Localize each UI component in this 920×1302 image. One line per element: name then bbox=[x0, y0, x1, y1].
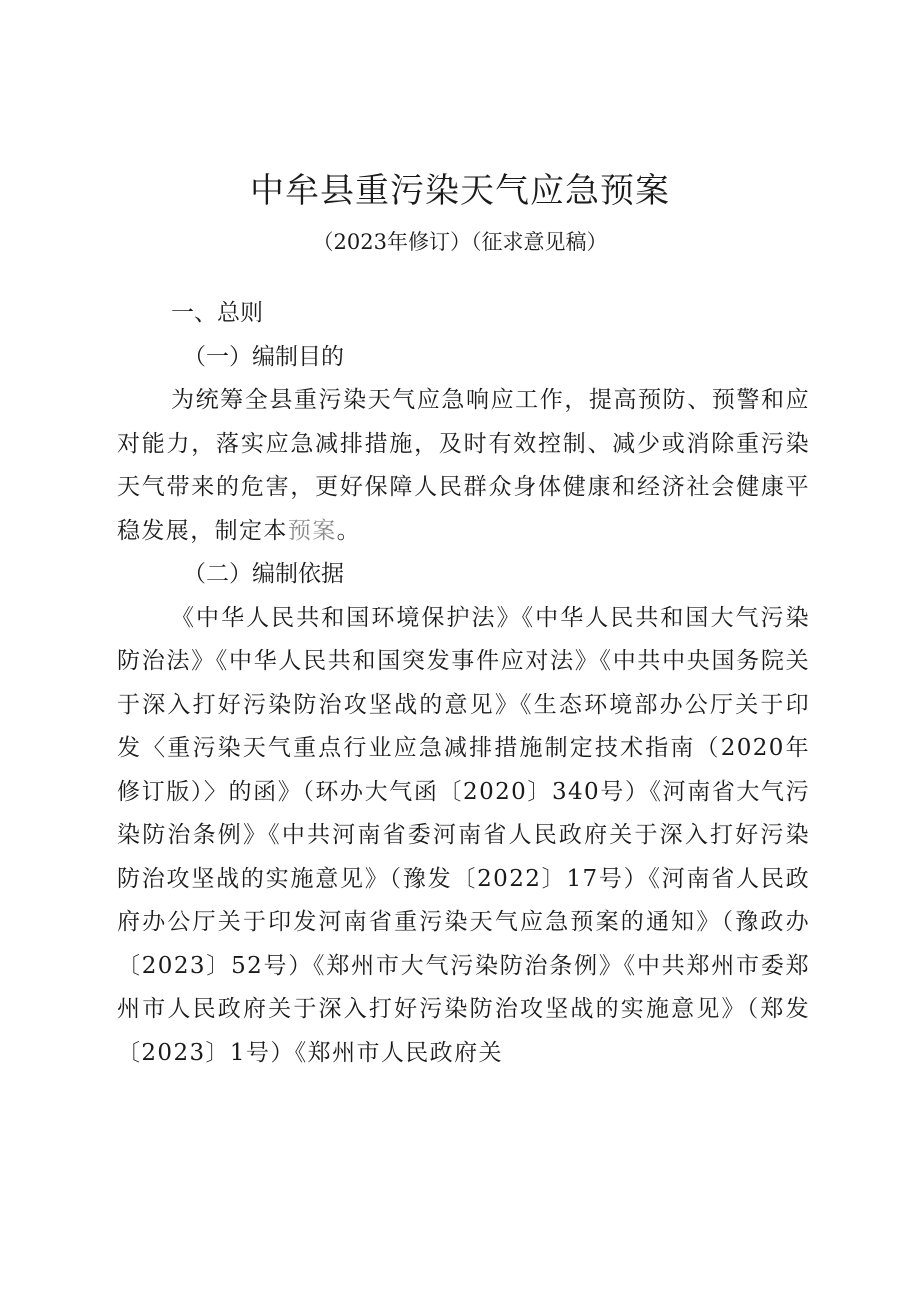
paragraph-purpose-end: 。 bbox=[336, 517, 362, 544]
paragraph-basis: 《中华人民共和国环境保护法》《中华人民共和国大气污染防治法》《中华人民共和国突发事件应对法》《中共中央国务院关于深入打好污染防治攻坚战的意见》《生态环境部办公厅关于印发〈重污染天气重点行业应急减排措施制定技术指南（2020年修订版）〉的函》（环办大气函〔2020〕340号）《河南省大气污染防治条例》《中共河南省委河南省人民政府关于深入打好污染防治攻坚战的实施意见》（豫发〔2022〕17号）《河南省人民政府办公厅关于印发河南省重污染天气应急预案的通知》（豫政办〔2023〕52号）《郑州市大气污染防治条例》《中共郑州市委郑州市人民政府关于深入打好污染防治攻坚战的实施意见》（郑发〔2023〕1号）《郑州市人民政府关 bbox=[117, 604, 810, 1066]
paragraph-purpose bbox=[117, 379, 810, 553]
document-body bbox=[117, 292, 810, 1075]
subsection-heading-basis: （二）编制依据 bbox=[183, 561, 344, 587]
document-subtitle: （2023年修订）（征求意见稿） bbox=[312, 230, 608, 254]
section-heading-general: 一、总则 bbox=[171, 300, 263, 326]
paragraph-purpose-text: 为统筹全县重污染天气应急响应工作，提高预防、预警和应对能力，落实应急减排措施，及时有效控制、减少或消除重污染天气带来的危害，更好保障人民群众身体健康和经济社会健康平稳发展，制定本 bbox=[117, 387, 810, 544]
document-title: 中牟县重污染天气应急预案 bbox=[250, 171, 670, 211]
paragraph-purpose-faded-word: 预案 bbox=[287, 517, 337, 544]
subsection-heading-purpose: （一）编制目的 bbox=[183, 343, 344, 370]
